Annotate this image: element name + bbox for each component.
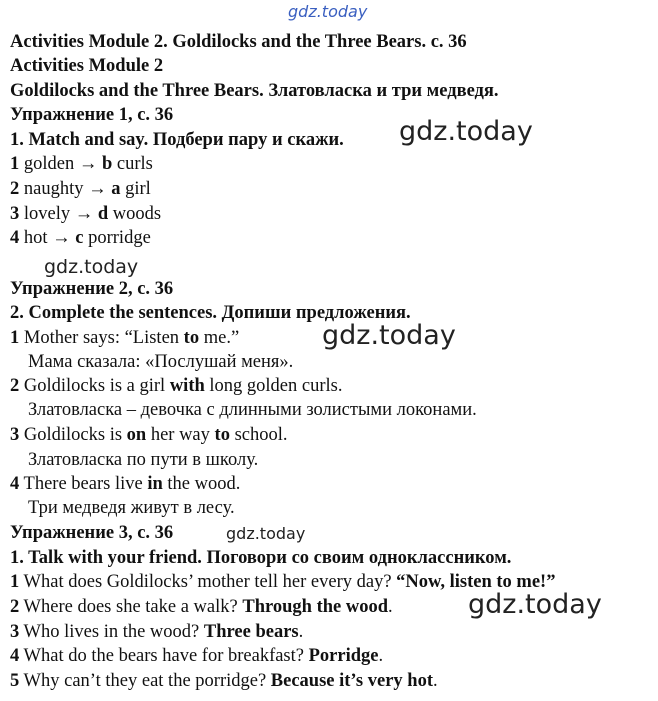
translation-line: Мама сказала: «Послушай меня». — [28, 352, 294, 372]
list-item: 3 Who lives in the wood? Three bears. — [10, 622, 304, 642]
list-item: 2 Goldilocks is a girl with long golden curls. — [10, 376, 343, 396]
list-item: 4 What do the bears have for breakfast? Porridge. — [10, 646, 384, 666]
watermark: gdz.today — [322, 320, 456, 351]
watermark: gdz.today — [468, 589, 602, 620]
list-item: 5 Why can’t they eat the porridge? Because it’s very hot. — [10, 671, 438, 691]
list-item: 1 golden → b curls — [10, 154, 153, 174]
list-item: 2 Where does she take a walk? Through the wood. — [10, 597, 393, 617]
exercise-1-heading: Упражнение 1, с. 36 — [10, 105, 174, 125]
translation-line: Златовласка – девочка с длинными золистыми локонами. — [28, 400, 477, 420]
list-item: 1 What does Goldilocks’ mother tell her every day? “Now, listen to me!” — [10, 572, 556, 592]
exercise-2-task: 2. Complete the sentences. Допиши предложения. — [10, 303, 411, 323]
translation-line: Златовласка по пути в школу. — [28, 450, 259, 470]
list-item: 2 naughty → a girl — [10, 179, 151, 199]
module-heading: Activities Module 2 — [10, 56, 164, 76]
list-item: 1 Mother says: “Listen to me.” — [10, 328, 240, 348]
exercise-1-task: 1. Match and say. Подбери пару и скажи. — [10, 130, 344, 150]
watermark: gdz.today — [44, 256, 139, 278]
list-item: 4 There bears live in the wood. — [10, 474, 241, 494]
list-item: 3 lovely → d woods — [10, 204, 162, 224]
exercise-3-heading: Упражнение 3, с. 36 — [10, 523, 174, 543]
watermark: gdz.today — [399, 116, 533, 147]
exercise-2-heading: Упражнение 2, с. 36 — [10, 279, 174, 299]
list-item: 4 hot → c porridge — [10, 228, 151, 248]
watermark-top: gdz.today — [288, 2, 368, 21]
page-title: Activities Module 2. Goldilocks and the Three Bears. с. 36 — [10, 32, 467, 52]
exercise-3-task: 1. Talk with your friend. Поговори со своим одноклассником. — [10, 548, 512, 568]
translation-line: Три медведя живут в лесу. — [28, 498, 235, 518]
story-heading: Goldilocks and the Three Bears. Златовласка и три медведя. — [10, 81, 499, 101]
watermark: gdz.today — [226, 524, 306, 543]
list-item: 3 Goldilocks is on her way to school. — [10, 425, 288, 445]
